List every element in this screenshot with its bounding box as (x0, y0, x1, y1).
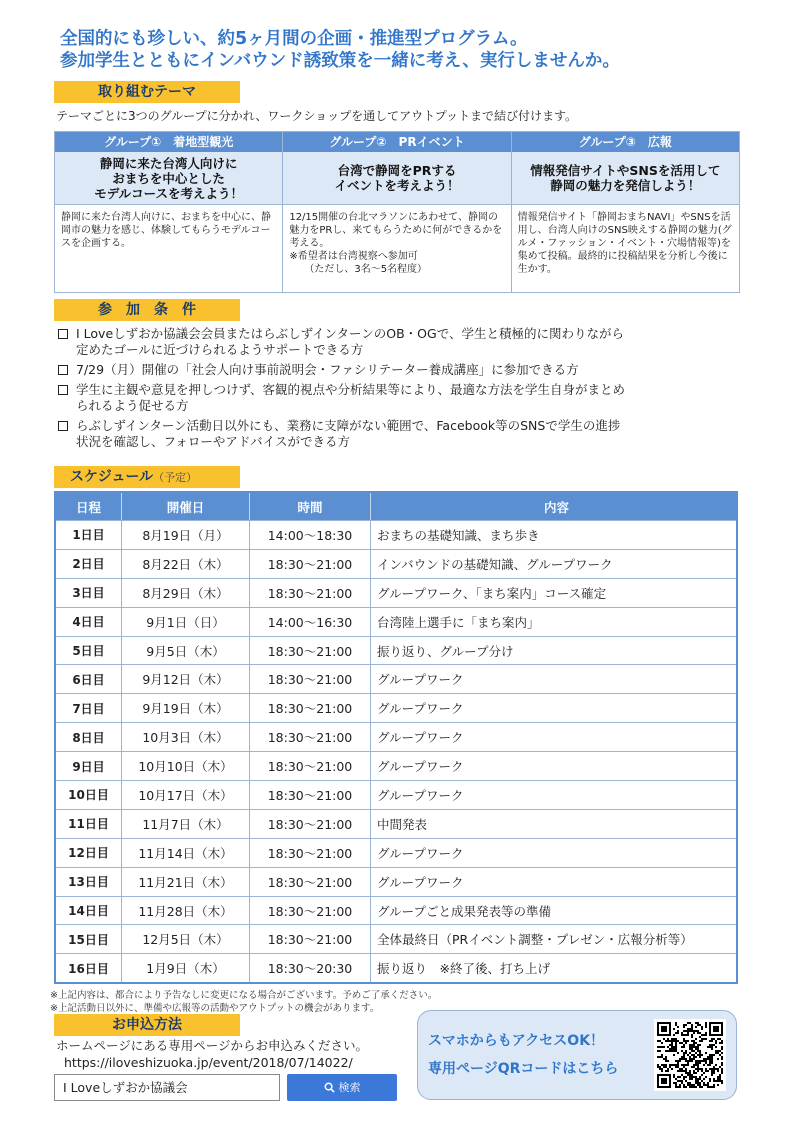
schedule-day: 4日目 (56, 607, 122, 636)
schedule-date: 11月7日（木） (122, 809, 250, 838)
group-3-description: 情報発信サイト「静岡おまちNAVI」やSNSを活用し、台湾人向けのSNS映えする静岡の魅力(グルメ・ファッション・イベント・穴場情報等)を集めて投稿。最終的に投稿結果を分析し今後に生かす。 (512, 204, 739, 292)
schedule-content: グループワーク (371, 664, 736, 693)
schedule-day: 3日目 (56, 578, 122, 607)
schedule-row (56, 693, 736, 722)
schedule-day: 7日目 (56, 693, 122, 722)
apply-section-label: お申込方法 (54, 1014, 240, 1036)
search-button-label: 検索 (338, 1081, 361, 1094)
apply-url[interactable]: https://iloveshizuoka.jp/event/2018/07/14022/ (64, 1055, 353, 1070)
schedule-time: 18:30～21:00 (250, 751, 371, 780)
schedule-content: グループワーク (371, 693, 736, 722)
schedule-date: 9月19日（木） (122, 693, 250, 722)
schedule-date: 8月19日（月） (122, 520, 250, 549)
schedule-content: インバウンドの基礎知識、グループワーク (371, 549, 736, 578)
schedule-date: 8月22日（木） (122, 549, 250, 578)
group-1-header: グループ① 着地型観光 (55, 132, 282, 152)
schedule-time: 18:30～21:00 (250, 780, 371, 809)
schedule-row (56, 607, 736, 636)
schedule-time: 18:30～21:00 (250, 578, 371, 607)
checkbox-icon (58, 421, 68, 431)
schedule-time: 18:30～21:00 (250, 867, 371, 896)
schedule-day: 6日目 (56, 664, 122, 693)
condition-item (58, 382, 748, 414)
schedule-date: 11月28日（木） (122, 896, 250, 925)
schedule-day: 11日目 (56, 809, 122, 838)
themes-intro: テーマごとに3つのグループに分かれ、ワークショップを通してアウトプットまで結び付けます。 (56, 109, 577, 123)
group-1 (55, 132, 283, 292)
schedule-row (56, 838, 736, 867)
schedule-content: グループワーク (371, 780, 736, 809)
schedule-row (56, 722, 736, 751)
schedule-content: おまちの基礎知識、まち歩き (371, 520, 736, 549)
schedule-content: 振り返り、グループ分け (371, 636, 736, 665)
schedule-content: 中間発表 (371, 809, 736, 838)
schedule-row (56, 636, 736, 665)
schedule-time: 18:30～21:00 (250, 636, 371, 665)
schedule-note-1: ※上記内容は、都合により予告なしに変更になる場合がございます。予めご了承ください。 (50, 990, 438, 1001)
schedule-time: 18:30～21:00 (250, 838, 371, 867)
schedule-day: 10日目 (56, 780, 122, 809)
condition-text: I Loveしずおか協議会会員またはらぶしずインターンのOB・OGで、学生と積極的に関わりながら 定めたゴールに近づけられるようサポートできる方 (76, 326, 624, 357)
condition-text: らぶしずインターン活動日以外にも、業務に支障がない範囲で、Facebook等のSNSで学生の進捗 状況を確認し、フォローやアドバイスができる方 (76, 418, 621, 449)
schedule-day: 14日目 (56, 896, 122, 925)
group-2 (283, 132, 511, 292)
schedule-content: グループワーク (371, 722, 736, 751)
schedule-date: 8月29日（木） (122, 578, 250, 607)
search-input[interactable]: I Loveしずおか協議会 (54, 1074, 280, 1101)
schedule-date: 1月9日（木） (122, 953, 250, 982)
schedule-day: 5日目 (56, 636, 122, 665)
schedule-content: グループワーク (371, 751, 736, 780)
schedule-time: 18:30～21:00 (250, 896, 371, 925)
schedule-time: 14:00～18:30 (250, 520, 371, 549)
qr-caption: スマホからもアクセスOK！ 専用ページQRコードはこちら (428, 1033, 619, 1077)
schedule-content: グループワーク (371, 838, 736, 867)
headline (60, 28, 760, 72)
condition-text: 学生に主観や意見を押しつけず、客観的視点や分析結果等により、最適な方法を学生自身がまとめ られるよう促せる方 (76, 382, 626, 413)
condition-item (58, 326, 748, 358)
schedule-section-label (54, 466, 240, 488)
apply-instructions: ホームページにある専用ページからお申込みください。 (56, 1038, 369, 1053)
schedule-date: 10月3日（木） (122, 722, 250, 751)
schedule-content: グループごと成果発表等の準備 (371, 896, 736, 925)
schedule-row (56, 924, 736, 953)
schedule-day: 16日目 (56, 953, 122, 982)
group-3 (512, 132, 739, 292)
schedule-date: 9月1日（日） (122, 607, 250, 636)
schedule-day: 1日目 (56, 520, 122, 549)
qr-code-image (657, 1022, 723, 1088)
schedule-day: 8日目 (56, 722, 122, 751)
schedule-note-2: ※上記活動日以外に、準備や広報等の活動やアウトプットの機会があります。 (50, 1003, 380, 1014)
schedule-day: 9日目 (56, 751, 122, 780)
schedule-time: 18:30～21:00 (250, 549, 371, 578)
checkbox-icon (58, 385, 68, 395)
schedule-content: グループワーク (371, 867, 736, 896)
schedule-date: 12月5日（木） (122, 924, 250, 953)
header-day: 日程 (56, 493, 122, 520)
condition-item (58, 418, 748, 450)
qr-panel (417, 1010, 737, 1100)
schedule-row (56, 780, 736, 809)
schedule-date: 11月21日（木） (122, 867, 250, 896)
header-date: 開催日 (122, 493, 250, 520)
headline-line-2: 参加学生とともにインバウンド誘致策を一緒に考え、実行しませんか。 (60, 51, 620, 71)
group-2-title: 台湾で静岡をPRする イベントを考えよう！ (283, 152, 510, 204)
schedule-date: 9月12日（木） (122, 664, 250, 693)
group-3-header: グループ③ 広報 (512, 132, 739, 152)
schedule-day: 13日目 (56, 867, 122, 896)
schedule-row (56, 953, 736, 982)
headline-line-1: 全国的にも珍しい、約5ヶ月間の企画・推進型プログラム。 (60, 29, 528, 49)
checkbox-icon (58, 329, 68, 339)
schedule-header-row (56, 493, 736, 520)
conditions-list (58, 326, 748, 454)
search-icon (324, 1082, 335, 1093)
group-2-description: 12/15開催の台北マラソンにあわせて、静岡の魅力をPRし、来てもらうために何ができるかを考える。 ※希望者は台湾視察へ参加可 （ただし、3名～5名程度） (283, 204, 510, 292)
group-2-header: グループ② PRイベント (283, 132, 510, 152)
schedule-row (56, 809, 736, 838)
schedule-time: 14:00～16:30 (250, 607, 371, 636)
theme-groups (54, 131, 740, 293)
schedule-time: 18:30～21:00 (250, 924, 371, 953)
group-3-title: 情報発信サイトやSNSを活用して 静岡の魅力を発信しよう！ (512, 152, 739, 204)
schedule-table (54, 491, 738, 984)
qr-code[interactable] (654, 1019, 726, 1091)
schedule-row (56, 578, 736, 607)
schedule-row (56, 751, 736, 780)
group-1-description: 静岡に来た台湾人向けに、おまちを中心に、静岡市の魅力を感じ、体験してもらうモデルコースを企画する。 (55, 204, 282, 292)
checkbox-icon (58, 365, 68, 375)
schedule-day: 12日目 (56, 838, 122, 867)
themes-section-label: 取り組むテーマ (54, 81, 240, 103)
header-time: 時間 (250, 493, 371, 520)
schedule-time: 18:30～21:00 (250, 664, 371, 693)
schedule-time: 18:30～21:00 (250, 693, 371, 722)
schedule-time: 18:30～21:00 (250, 722, 371, 751)
schedule-row (56, 549, 736, 578)
schedule-row (56, 867, 736, 896)
conditions-section-label: 参 加 条 件 (54, 299, 240, 321)
schedule-day: 15日目 (56, 924, 122, 953)
schedule-label-note: （予定） (153, 471, 198, 484)
schedule-content: グループワーク、「まち案内」コース確定 (371, 578, 736, 607)
schedule-time: 18:30～20:30 (250, 953, 371, 982)
schedule-content: 全体最終日（PRイベント調整・プレゼン・広報分析等） (371, 924, 736, 953)
schedule-content: 振り返り ※終了後、打ち上げ (371, 953, 736, 982)
condition-text: 7/29（月）開催の「社会人向け事前説明会・ファシリテーター養成講座」に参加できる方 (76, 362, 579, 377)
schedule-day: 2日目 (56, 549, 122, 578)
search-button[interactable] (287, 1074, 397, 1101)
header-content: 内容 (371, 493, 736, 520)
schedule-content: 台湾陸上選手に「まち案内」 (371, 607, 736, 636)
schedule-date: 11月14日（木） (122, 838, 250, 867)
schedule-row (56, 896, 736, 925)
condition-item (58, 362, 748, 378)
schedule-date: 9月5日（木） (122, 636, 250, 665)
schedule-row (56, 520, 736, 549)
schedule-row (56, 664, 736, 693)
schedule-time: 18:30～21:00 (250, 809, 371, 838)
schedule-label-text: スケジュール (70, 469, 154, 485)
group-1-title: 静岡に来た台湾人向けに おまちを中心とした モデルコースを考えよう！ (55, 152, 282, 204)
schedule-date: 10月10日（木） (122, 751, 250, 780)
schedule-date: 10月17日（木） (122, 780, 250, 809)
